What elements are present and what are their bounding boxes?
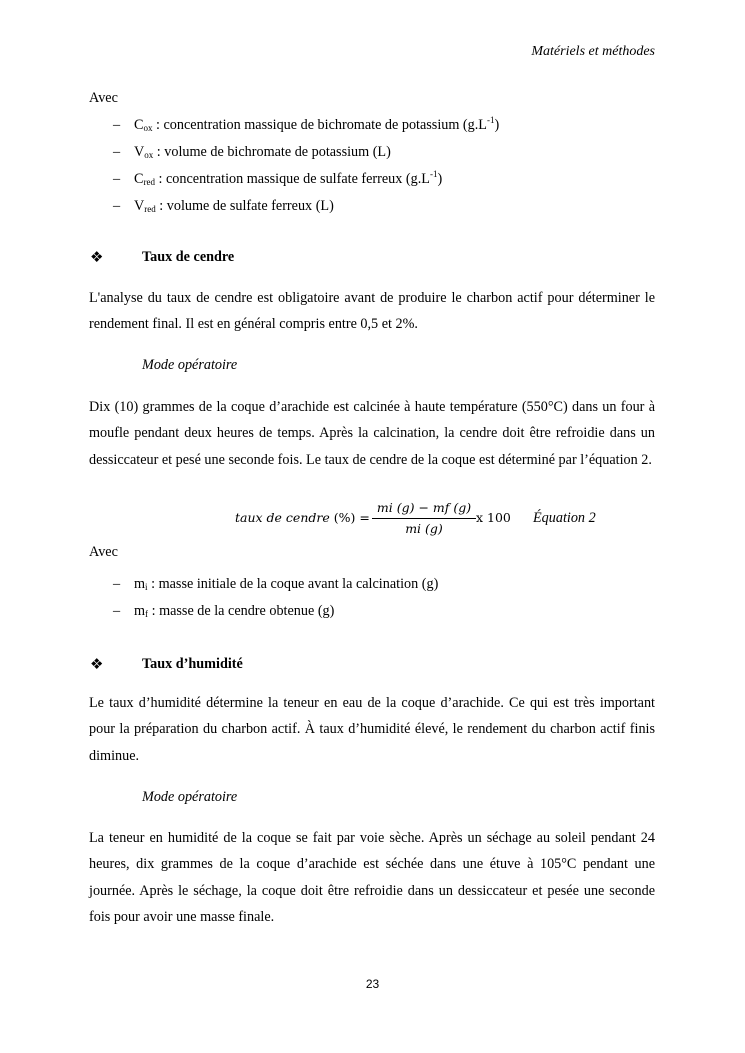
equation-multiplier: x 100 [476,510,511,525]
list-item-vred: $V_{red}$ : volume de sulfate ferreux (L) [134,198,334,214]
list-dash: – [113,171,121,187]
section-title-humidite: Taux d’humidité [142,656,243,672]
list-item-vox: $V_{ox}$ : volume de bichromate de potassium (L) [134,144,391,160]
equation-numerator: mi (g) − mf (g) [376,500,472,515]
list-dash: – [113,603,121,619]
paragraph-humidite-body: La teneur en humidité de la coque se fait par voie sèche. Après un séchage au soleil pendant 24 heures, dix grammes de la coque d’arachide est séchée dans une étuve à 105°C pendant une journée. Après le séchage, la coque doit être refroidie dans un dessiccateur et pesée une seconde fois pour avoir une masse finale. [89,830,655,925]
list-dash: – [113,117,121,133]
equation-fraction [372,500,476,536]
list-item-mi: $m_i$ : masse initiale de la coque avant la calcination (g) [134,576,439,592]
mode-operatoire-heading: Mode opératoire [142,357,238,373]
list-item-cred: $C_{red}$ : concentration massique de sulfate ferreux $(g.L^{-1})$ [134,169,443,187]
running-header: Matériels et méthodes [531,44,655,59]
list-dash: – [113,576,121,592]
list-dash: – [113,198,121,214]
paragraph-cendre-intro: L'analyse du taux de cendre est obligatoire avant de produire le charbon actif pour déterminer le rendement final. Il est en général compris entre 0,5 et 2%. [89,290,655,333]
paragraph-humidite-intro: Le taux d’humidité détermine la teneur en eau de la coque d’arachide. Ce qui est très important pour la préparation du charbon actif. À taux d’humidité élevé, le rendement du charbon actif finis diminue. [89,695,655,764]
paragraph-cendre-body: Dix (10) grammes de la coque d’arachide est calcinée à haute température (550°C) dans un four à moufle pendant deux heures de temps. Après la calcination, la cendre doit être refroidie dans un dessiccateur et pesé une seconde fois. Le taux de cendre de la coque est déterminé par l’équation 2. [89,399,655,468]
equation-denominator: mi (g) [405,521,443,536]
equation-lhs: taux de cendre (%) = [235,510,370,525]
list-item-mf: $m_f$ : masse de la cendre obtenue (g) [134,603,335,619]
diamond-bullet-icon: ❖ [90,248,104,266]
section-title-cendre: Taux de cendre [142,249,235,265]
avec-label: Avec [89,90,118,106]
list-dash: – [113,144,121,160]
list-item-cox: $C_{ox}$ : concentration massique de bichromate de potassium $(g.L^{-1})$ [134,115,500,133]
page-number: 23 [365,977,380,991]
avec-label-2: Avec [89,544,118,560]
equation-label: Équation 2 [533,510,596,526]
mode-operatoire-heading-2: Mode opératoire [142,789,238,805]
diamond-bullet-icon: ❖ [90,655,104,673]
